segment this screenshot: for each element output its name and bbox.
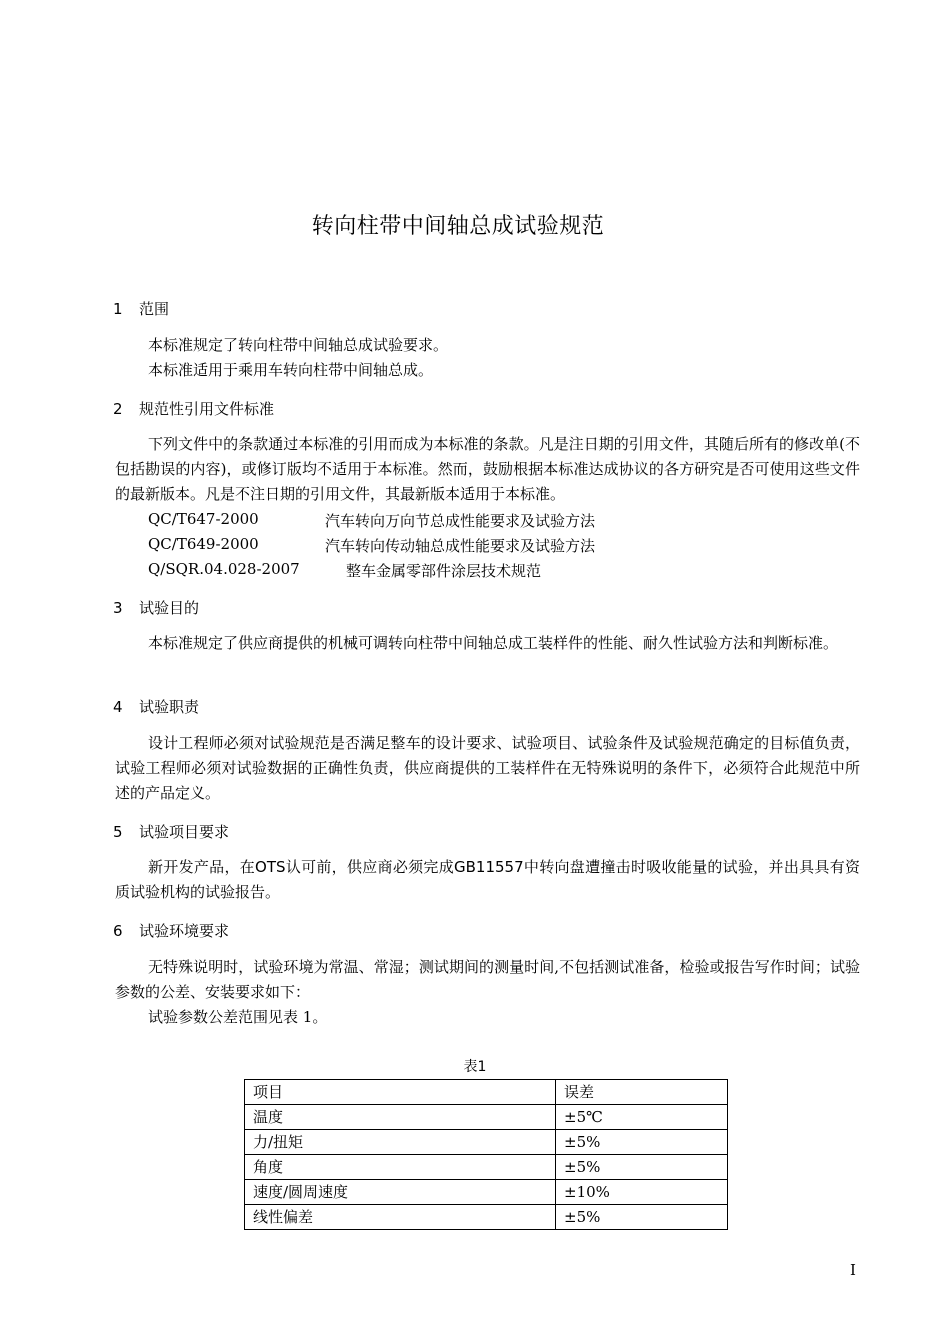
gb-standard-term: GB11557 <box>454 858 524 876</box>
section-number: 3 <box>113 599 123 617</box>
table-cell-item: 速度/圆周速度 <box>245 1180 556 1205</box>
purpose-paragraph: 本标准规定了供应商提供的机械可调转向柱带中间轴总成工装样件的性能、耐久性试验方法和判断标准。 <box>148 634 839 652</box>
reference-code: QC/T647-2000 <box>148 510 259 528</box>
tolerance-table <box>244 1079 728 1230</box>
reference-code: QC/T649-2000 <box>148 535 259 553</box>
section-title: 试验职责 <box>139 698 200 716</box>
section-heading-6 <box>113 920 229 941</box>
section-title: 规范性引用文件标准 <box>139 400 275 418</box>
scope-line-1: 本标准规定了转向柱带中间轴总成试验要求。 <box>148 336 449 354</box>
duty-paragraph: 设计工程师必须对试验规范是否满足整车的设计要求、试验项目、试验条件及试验规范确定的目标值负责，试验工程师必须对试验数据的正确性负责，供应商提供的工装样件在无特殊说明的条件下，必须符合此规范中所述的产品定义。 <box>115 734 860 802</box>
section-title: 范围 <box>139 300 170 318</box>
items-text: 中转向盘遭撞击时吸收能量的试验，并出具具有资质试验机构的试验报告。 <box>115 858 860 901</box>
items-text: 新开发产品，在 <box>148 858 256 876</box>
table-cell-tolerance: ±5℃ <box>556 1105 728 1130</box>
section-title: 试验项目要求 <box>139 823 230 841</box>
references-intro: 下列文件中的条款通过本标准的引用而成为本标准的条款。凡是注日期的引用文件，其随后所有的修改单(不包括勘误的内容)，或修订版均不适用于本标准。然而，鼓励根据本标准达成协议的各方研究是否可使用这些文件的最新版本。凡是不注日期的引用文件，其最新版本适用于本标准。 <box>115 435 860 503</box>
table-row <box>245 1205 728 1230</box>
table-cell-tolerance: ±5% <box>556 1130 728 1155</box>
scope-line-2: 本标准适用于乘用车转向柱带中间轴总成。 <box>148 361 434 379</box>
ots-term: OTS <box>255 858 286 876</box>
section-title: 试验目的 <box>139 599 200 617</box>
table-caption: 表1 <box>463 1059 487 1075</box>
table-row <box>245 1105 728 1130</box>
section-heading-1 <box>113 298 169 319</box>
section-title: 试验环境要求 <box>139 922 230 940</box>
section-number: 5 <box>113 823 123 841</box>
table-row <box>245 1180 728 1205</box>
reference-name: 整车金属零部件涂层技术规范 <box>346 562 542 580</box>
section-number: 2 <box>113 400 123 418</box>
table-header-row <box>245 1080 728 1105</box>
section-number: 6 <box>113 922 123 940</box>
reference-name: 汽车转向万向节总成性能要求及试验方法 <box>325 512 596 530</box>
table-cell-item: 力/扭矩 <box>245 1130 556 1155</box>
reference-code: Q/SQR.04.028-2007 <box>148 560 300 578</box>
table-header-cell: 项目 <box>245 1080 556 1105</box>
table-cell-item: 角度 <box>245 1155 556 1180</box>
section-heading-3 <box>113 597 199 618</box>
section-heading-4 <box>113 696 199 717</box>
table-cell-item: 温度 <box>245 1105 556 1130</box>
table-header-cell: 误差 <box>556 1080 728 1105</box>
table-cell-tolerance: ±5% <box>556 1155 728 1180</box>
section-number: 1 <box>113 300 123 318</box>
section-heading-2 <box>113 398 274 419</box>
reference-name: 汽车转向传动轴总成性能要求及试验方法 <box>325 537 596 555</box>
table-cell-tolerance: ±5% <box>556 1205 728 1230</box>
table-cell-tolerance: ±10% <box>556 1180 728 1205</box>
table-row <box>245 1155 728 1180</box>
items-text: 认可前，供应商必须完成 <box>285 858 454 876</box>
table-cell-item: 线性偏差 <box>245 1205 556 1230</box>
section-number: 4 <box>113 698 123 716</box>
environment-paragraph: 无特殊说明时，试验环境为常温、常湿；测试期间的测量时间,不包括测试准备，检验或报告写作时间；试验参数的公差、安装要求如下： <box>115 958 860 1001</box>
environment-note: 试验参数公差范围见表 1。 <box>148 1008 328 1026</box>
items-requirement-paragraph <box>115 855 860 905</box>
document-title: 转向柱带中间轴总成试验规范 <box>311 214 605 239</box>
page-number: I <box>850 1261 856 1279</box>
table-row <box>245 1130 728 1155</box>
section-heading-5 <box>113 821 229 842</box>
